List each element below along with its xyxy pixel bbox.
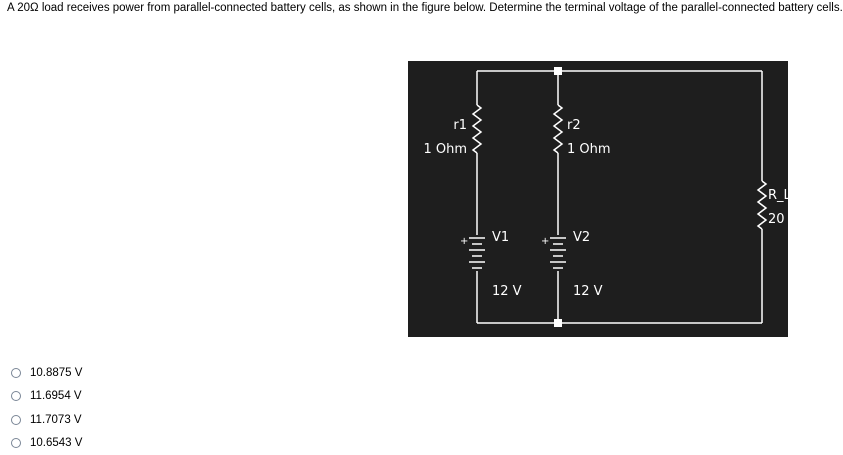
option-label: 11.7073 V <box>30 414 82 426</box>
option-label: 10.6543 V <box>30 437 82 449</box>
option-2[interactable] <box>11 385 82 409</box>
radio-button[interactable] <box>11 415 21 425</box>
option-4[interactable] <box>11 432 82 455</box>
option-1[interactable] <box>11 361 82 385</box>
r1-value-label: 1 Ohm <box>423 142 467 157</box>
v1-value-label: 12 V <box>492 284 522 299</box>
answer-options <box>11 361 82 455</box>
radio-button[interactable] <box>11 391 21 401</box>
option-label: 11.6954 V <box>30 390 82 402</box>
circuit-svg <box>408 61 788 337</box>
r2-name-label: r2 <box>567 118 581 133</box>
load-name-label: R_LOAD <box>768 188 819 203</box>
radio-button[interactable] <box>11 368 21 378</box>
bottom-junction-node <box>554 319 562 327</box>
radio-button[interactable] <box>11 438 21 448</box>
v2-plus-sign: + <box>541 236 549 247</box>
r2-value-label: 1 Ohm <box>567 142 611 157</box>
v1-plus-sign: + <box>460 236 468 247</box>
v2-value-label: 12 V <box>573 284 603 299</box>
top-junction-node <box>554 67 562 75</box>
v2-name-label: V2 <box>573 230 590 245</box>
question-text: A 20Ω load receives power from parallel-connected battery cells, as shown in the figure below. Determine the terminal voltage of the parallel-connected battery cells. <box>7 2 843 14</box>
r1-name-label: r1 <box>453 118 467 133</box>
option-label: 10.8875 V <box>30 367 82 379</box>
v1-name-label: V1 <box>492 230 509 245</box>
option-3[interactable] <box>11 408 82 432</box>
load-value-label: 20 Ohms <box>768 212 827 227</box>
circuit-diagram <box>408 61 788 337</box>
